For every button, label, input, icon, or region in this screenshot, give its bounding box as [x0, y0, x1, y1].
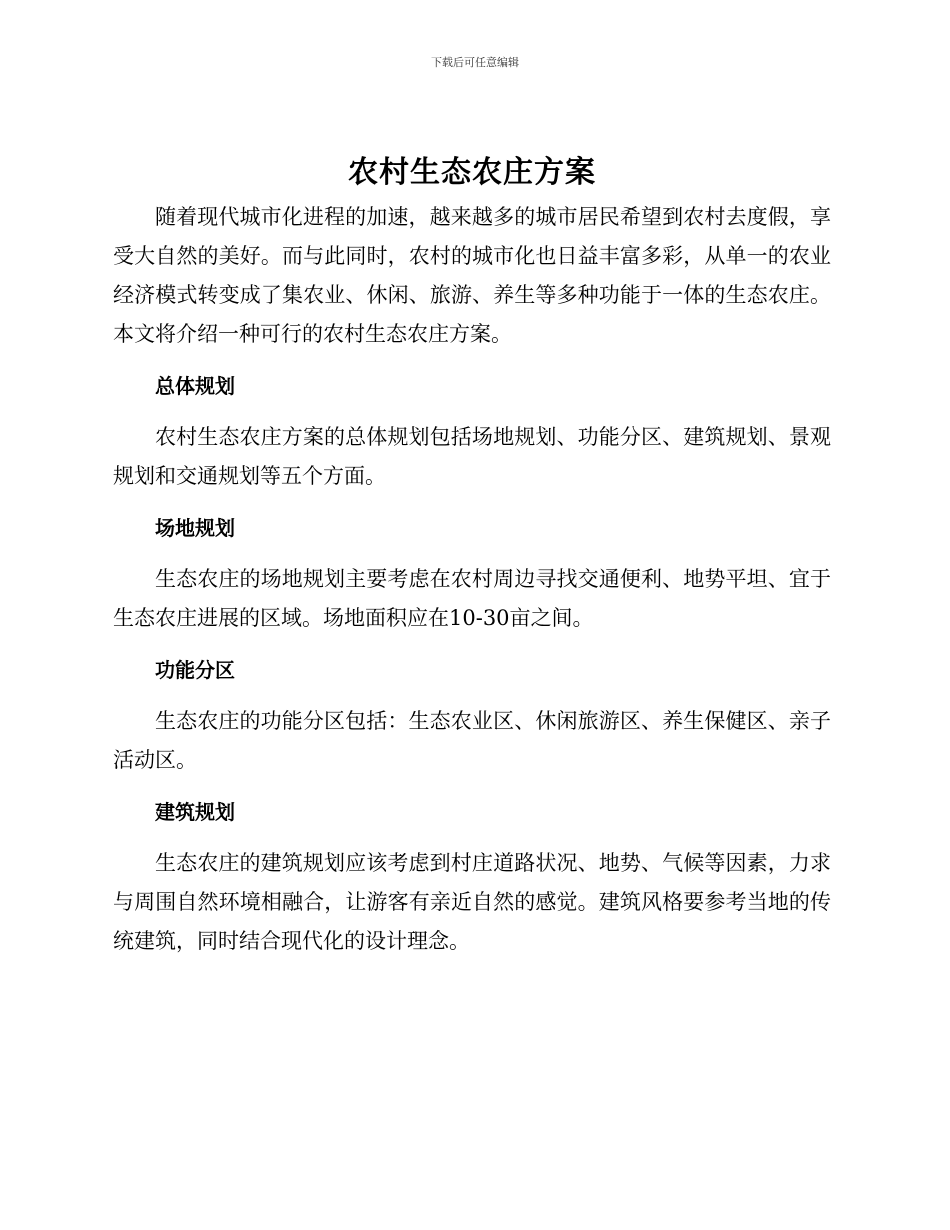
section-body-site-planning: 生态农庄的场地规划主要考虑在农村周边寻找交通便利、地势平坦、宜于生态农庄进展的区域。场地面积应在10-30亩之间。	[113, 567, 831, 630]
document-title: 农村生态农庄方案	[348, 155, 596, 190]
section-heading-functional-zoning: 功能分区	[155, 658, 235, 682]
intro-paragraph: 随着现代城市化进程的加速，越来越多的城市居民希望到农村去度假，享受大自然的美好。而与此同时，农村的城市化也日益丰富多彩，从单一的农业经济模式转变成了集农业、休闲、旅游、养生等多种功能于一体的生态农庄。本文将介绍一种可行的农村生态农庄方案。	[113, 205, 831, 346]
section-heading-overall-planning: 总体规划	[155, 374, 235, 398]
section-body-overall-planning: 农村生态农庄方案的总体规划包括场地规划、功能分区、建筑规划、景观规划和交通规划等五个方面。	[113, 425, 831, 488]
section-heading-site-planning: 场地规划	[155, 516, 235, 540]
section-body-building-planning: 生态农庄的建筑规划应该考虑到村庄道路状况、地势、气候等因素，力求与周围自然环境相融合，让游客有亲近自然的感觉。建筑风格要参考当地的传统建筑，同时结合现代化的设计理念。	[113, 851, 831, 953]
section-heading-building-planning: 建筑规划	[155, 800, 235, 824]
header-note: 下载后可任意编辑	[431, 56, 519, 69]
document-body	[113, 150, 831, 961]
section-body-functional-zoning: 生态农庄的功能分区包括：生态农业区、休闲旅游区、养生保健区、亲子活动区。	[113, 709, 831, 772]
